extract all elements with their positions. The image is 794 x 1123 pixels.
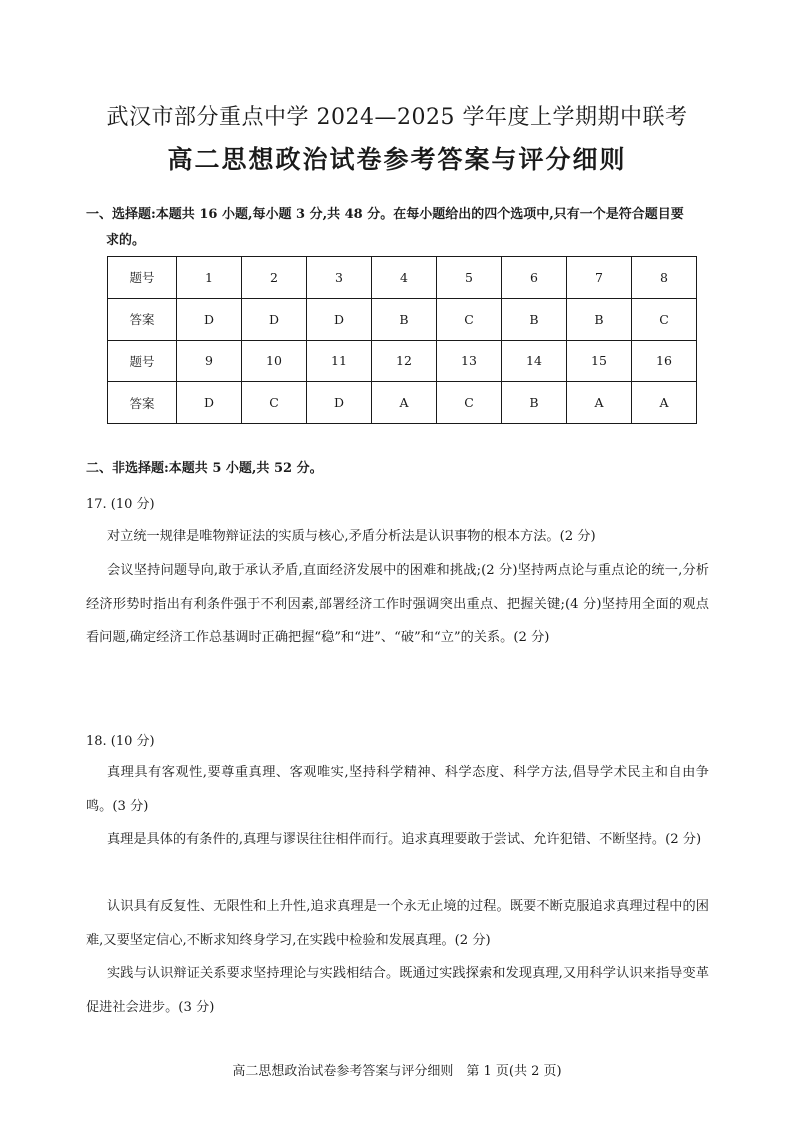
table-cell: 1 [177,257,242,299]
table-cell: 8 [632,257,697,299]
table-cell: A [632,382,697,424]
table-cell: 15 [567,340,632,382]
table-cell: 13 [437,340,502,382]
table-cell: B [567,298,632,340]
answer-table [107,256,697,424]
question-17-paragraph-1: 对立统一规律是唯物辩证法的实质与核心,矛盾分析法是认识事物的根本方法。(2 分) [107,529,596,544]
table-cell: 3 [307,257,372,299]
table-cell: D [177,382,242,424]
table-row [108,298,697,340]
table-row [108,340,697,382]
question-18-paragraph-1: 真理具有客观性,要尊重真理、客观唯实,坚持科学精神、科学态度、科学方法,倡导学术民主和自由争鸣。(3 分) [86,765,709,814]
table-cell: B [502,298,567,340]
table-cell: 4 [372,257,437,299]
table-cell: C [242,382,307,424]
exam-title-line2: 高二思想政治试卷参考答案与评分细则 [167,145,627,174]
question-18-paragraph-4: 实践与认识辩证关系要求坚持理论与实践相结合。既通过实践探索和发现真理,又用科学认识来指导变革促进社会进步。(3 分) [86,966,709,1015]
section1-heading [86,202,726,254]
table-cell: B [372,298,437,340]
page-footer: 高二思想政治试卷参考答案与评分细则 第 1 页(共 2 页) [232,1064,562,1079]
table-cell: 6 [502,257,567,299]
table-cell: C [437,298,502,340]
table-cell: D [307,298,372,340]
table-cell: 7 [567,257,632,299]
table-cell: D [307,382,372,424]
table-row [108,257,697,299]
question-17-paragraph-2: 会议坚持问题导向,敢于承认矛盾,直面经济发展中的困难和挑战;(2 分)坚持两点论与重点论的统一,分析经济形势时指出有利条件强于不利因素,部署经济工作时强调突出重点、把握关键;(4 分)坚持用全面的观点看问题,确定经济工作总基调时正确把握“稳”和“进”、“破”和“立”的关系。(2 分) [86,563,709,645]
table-cell: 题号 [108,257,177,299]
table-cell: B [502,382,567,424]
question-18-paragraph-3: 认识具有反复性、无限性和上升性,追求真理是一个永无止境的过程。既要不断克服追求真理过程中的困难,又要坚定信心,不断求知终身学习,在实践中检验和发展真理。(2 分) [86,899,709,948]
section2-heading: 二、非选择题:本题共 5 小题,共 52 分。 [86,461,323,476]
table-cell: A [372,382,437,424]
section1-heading-line1: 一、选择题:本题共 16 小题,每小题 3 分,共 48 分。在每小题给出的四个选项中,只有一个是符合题目要 [86,207,684,222]
table-cell: D [242,298,307,340]
section1-heading-line2: 求的。 [106,233,146,248]
table-cell: 5 [437,257,502,299]
table-cell: 10 [242,340,307,382]
table-cell: 9 [177,340,242,382]
question-18-label: 18. (10 分) [86,734,155,749]
table-cell: C [437,382,502,424]
exam-title-line1: 武汉市部分重点中学 2024—2025 学年度上学期期中联考 [106,105,688,130]
table-row [108,382,697,424]
table-cell: D [177,298,242,340]
table-cell: A [567,382,632,424]
question-17-label: 17. (10 分) [86,497,155,512]
table-cell: 2 [242,257,307,299]
table-cell: 14 [502,340,567,382]
table-cell: C [632,298,697,340]
table-cell: 11 [307,340,372,382]
question-18-paragraph-2: 真理是具体的有条件的,真理与谬误往往相伴而行。追求真理要敢于尝试、允许犯错、不断坚持。(2 分) [107,832,702,847]
table-cell: 答案 [108,298,177,340]
table-cell: 12 [372,340,437,382]
table-cell: 16 [632,340,697,382]
table-cell: 答案 [108,382,177,424]
table-cell: 题号 [108,340,177,382]
